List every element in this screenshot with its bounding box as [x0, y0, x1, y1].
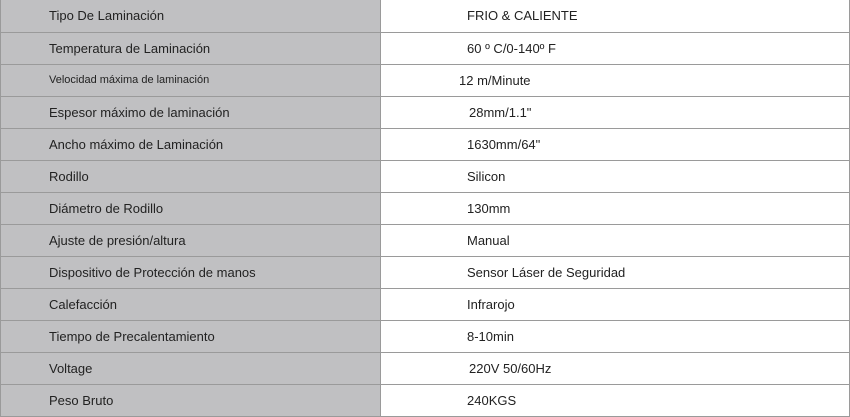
table-row: [1, 288, 850, 320]
spec-value-pressure-adjustment: Manual: [381, 224, 850, 256]
spec-value-roller: Silicon: [381, 160, 850, 192]
spec-value-roller-diameter: 130mm: [381, 192, 850, 224]
spec-value-voltage: 220V 50/60Hz: [381, 352, 850, 384]
spec-label-max-speed: Velocidad máxima de laminación: [1, 64, 381, 96]
table-row: [1, 160, 850, 192]
spec-label-heating: Calefacción: [1, 288, 381, 320]
table-row: [1, 0, 850, 32]
table-row: [1, 192, 850, 224]
table-row: [1, 384, 850, 416]
spec-value-max-width: 1630mm/64": [381, 128, 850, 160]
spec-label-max-thickness: Espesor máximo de laminación: [1, 96, 381, 128]
spec-value-lamination-temperature: 60 º C/0-140º F: [381, 32, 850, 64]
spec-value-max-thickness: 28mm/1.1": [381, 96, 850, 128]
spec-label-voltage: Voltage: [1, 352, 381, 384]
table-row: [1, 96, 850, 128]
spec-value-lamination-type: FRIO & CALIENTE: [381, 0, 850, 32]
table-row: [1, 352, 850, 384]
spec-label-pressure-adjustment: Ajuste de presión/altura: [1, 224, 381, 256]
spec-value-max-speed: 12 m/Minute: [381, 64, 850, 96]
spec-label-lamination-type: Tipo De Laminación: [1, 0, 381, 32]
spec-value-hand-protection: Sensor Láser de Seguridad: [381, 256, 850, 288]
table-row: [1, 224, 850, 256]
spec-value-gross-weight: 240KGS: [381, 384, 850, 416]
spec-label-roller: Rodillo: [1, 160, 381, 192]
spec-label-hand-protection: Dispositivo de Protección de manos: [1, 256, 381, 288]
spec-label-gross-weight: Peso Bruto: [1, 384, 381, 416]
spec-label-roller-diameter: Diámetro de Rodillo: [1, 192, 381, 224]
spec-label-preheat-time: Tiempo de Precalentamiento: [1, 320, 381, 352]
spec-value-heating: Infrarojo: [381, 288, 850, 320]
table-row: [1, 128, 850, 160]
spec-label-max-width: Ancho máximo de Laminación: [1, 128, 381, 160]
table-row: [1, 256, 850, 288]
table-row: [1, 320, 850, 352]
spec-label-lamination-temperature: Temperatura de Laminación: [1, 32, 381, 64]
spec-value-preheat-time: 8-10min: [381, 320, 850, 352]
table-row: [1, 64, 850, 96]
table-row: [1, 32, 850, 64]
